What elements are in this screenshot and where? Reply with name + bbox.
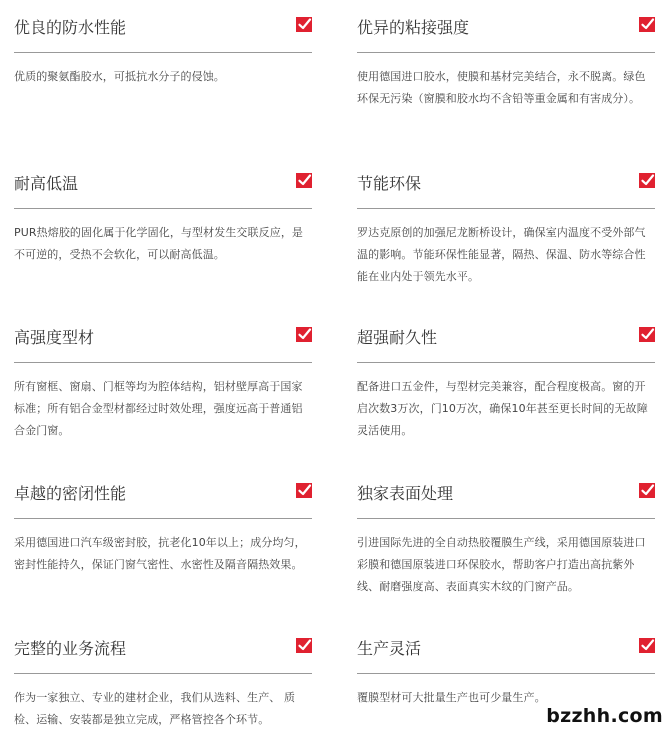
feature-description: 覆膜型材可大批量生产也可少量生产。 (357, 691, 546, 704)
checkmark-box-icon (296, 327, 312, 342)
checkmark-box-icon (639, 327, 655, 342)
watermark: bzzhh.com (546, 705, 663, 727)
feature-title: 耐高低温 (14, 174, 79, 193)
checkmark-box-icon (296, 483, 312, 498)
checkmark-box-icon (639, 483, 655, 498)
feature-card-sealing (14, 480, 312, 571)
checkmark-box-icon (296, 638, 312, 653)
divider (357, 518, 655, 519)
divider (357, 208, 655, 209)
divider (14, 518, 312, 519)
feature-title: 高强度型材 (14, 328, 95, 347)
divider (14, 673, 312, 674)
feature-card-surface (357, 480, 655, 593)
divider (14, 362, 312, 363)
feature-card-waterproof (14, 14, 312, 83)
checkmark-box-icon (639, 17, 655, 32)
feature-card-durability (357, 324, 655, 437)
feature-card-energy (357, 170, 655, 283)
feature-description: 罗达克原创的加强尼龙断桥设计，确保室内温度不受外部气温的影响。节能环保性能显著，隔热、保温、防水等综合性能在业内处于领先水平。 (357, 226, 646, 283)
feature-description: 优质的聚氨酯胶水，可抵抗水分子的侵蚀。 (14, 70, 225, 83)
feature-description: 引进国际先进的全自动热胶覆膜生产线，采用德国原装进口彩膜和德国原装进口环保胶水，帮助客户打造出高抗紫外线、耐磨强度高、表面真实木纹的门窗产品。 (357, 536, 646, 593)
feature-description: 作为一家独立、专业的建材企业，我们从选料、生产、 质检、运输、安装都是独立完成，严格管控各个环节。 (14, 691, 296, 726)
checkmark-box-icon (296, 17, 312, 32)
feature-card-flexible (357, 635, 655, 704)
checkmark-box-icon (639, 173, 655, 188)
feature-title: 独家表面处理 (357, 484, 454, 503)
divider (357, 52, 655, 53)
feature-card-bonding (357, 14, 655, 105)
feature-description: PUR热熔胶的固化属于化学固化，与型材发生交联反应，是不可逆的，受热不会软化，可以耐高低温。 (14, 226, 304, 261)
feature-title: 超强耐久性 (357, 328, 438, 347)
feature-card-temperature (14, 170, 312, 261)
checkmark-box-icon (296, 173, 312, 188)
feature-card-strength (14, 324, 312, 437)
divider (14, 52, 312, 53)
feature-description: 采用德国进口汽车级密封胶，抗老化10年以上；成分均匀，密封性能持久，保证门窗气密性、水密性及隔音隔热效果。 (14, 536, 306, 571)
divider (357, 673, 655, 674)
checkmark-box-icon (639, 638, 655, 653)
divider (357, 362, 655, 363)
feature-title: 优异的粘接强度 (357, 18, 470, 37)
feature-description: 所有窗框、窗扇、门框等均为腔体结构，铝材壁厚高于国家标准；所有铝合金型材都经过时效处理，强度远高于普通铝合金门窗。 (14, 380, 303, 437)
feature-title: 卓越的密闭性能 (14, 484, 127, 503)
feature-title: 节能环保 (357, 174, 422, 193)
feature-title: 优良的防水性能 (14, 18, 127, 37)
feature-card-process (14, 635, 312, 726)
feature-title: 完整的业务流程 (14, 639, 127, 658)
feature-title: 生产灵活 (357, 639, 422, 658)
feature-description: 配备进口五金件，与型材完美兼容，配合程度极高。窗的开启次数3万次，门10万次，确保10年甚至更长时间的无故障灵活使用。 (357, 380, 648, 437)
divider (14, 208, 312, 209)
feature-description: 使用德国进口胶水，使膜和基材完美结合，永不脱离。绿色环保无污染（窗膜和胶水均不含铅等重金属和有害成分）。 (357, 70, 646, 105)
